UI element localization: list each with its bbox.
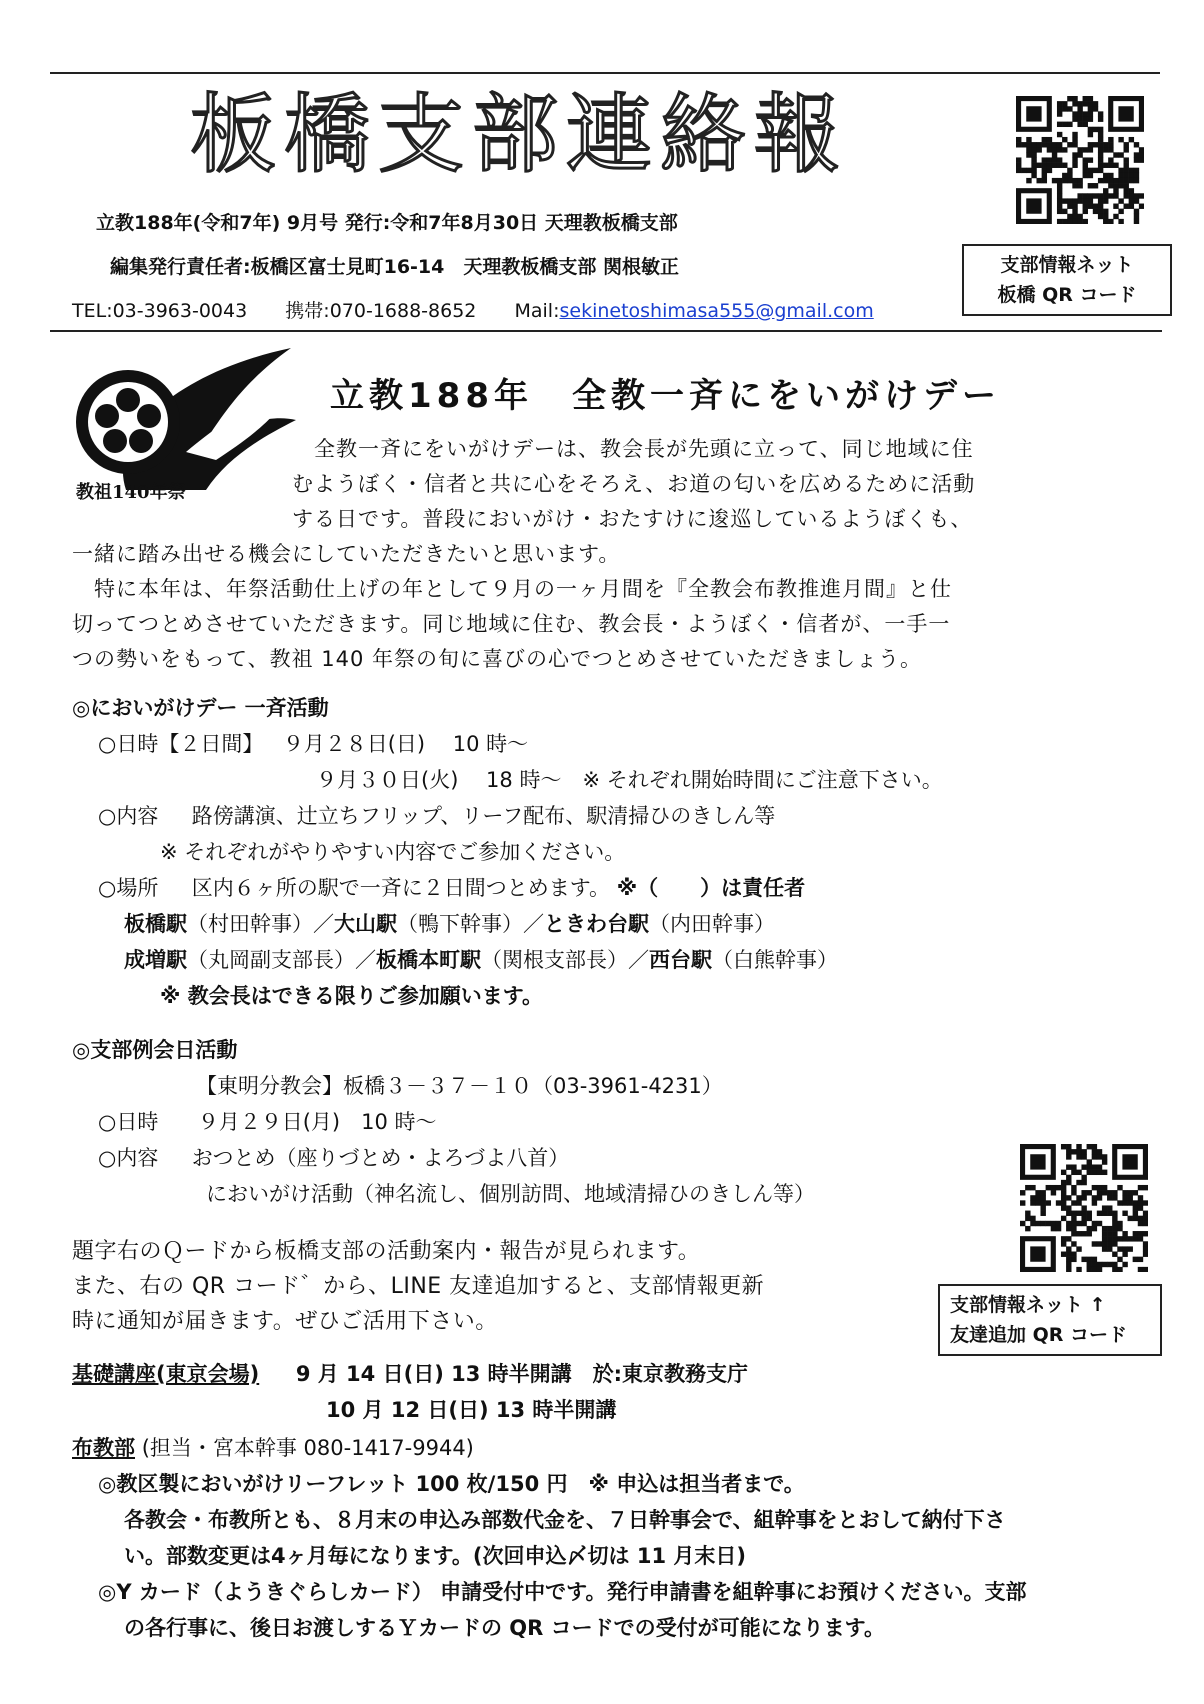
mobile: 携帯:070-1688-8652: [285, 300, 477, 322]
contact-line: [72, 296, 874, 323]
kiso-line-2: 10 月 12 日(日) 13 時半開講: [326, 1398, 617, 1422]
qr-caption-line: 友達追加 QR コード: [950, 1324, 1128, 1346]
station-person: （鴨下幹事）: [397, 912, 523, 936]
line-qr-code-icon[interactable]: [1020, 1144, 1148, 1272]
date-label: ○日時【２日間】: [98, 732, 264, 756]
editor-line: 編集発行責任者:板橋区富士見町16-14 天理教板橋支部 関根敏正: [110, 256, 679, 278]
fukyou-item-1-line-3: い。部数変更は4ヶ月毎になります。(次回申込〆切は 11 月末日): [124, 1544, 746, 1568]
header-rule: [50, 330, 1162, 332]
nioigake-place-row: [98, 872, 805, 902]
station-person: （村田幹事）: [187, 912, 313, 936]
article-heading: 立教188年 全教一斉にをいがけデー: [330, 376, 1001, 416]
date-label: ○日時: [98, 1110, 159, 1134]
station-sep: ／: [628, 948, 649, 972]
article-line: つの勢いをもって、教祖 140 年祭の旬に喜びの心でつとめさせていただきましょう。: [72, 647, 923, 671]
stations-row-2: [124, 944, 838, 974]
content-label: ○内容: [98, 804, 159, 828]
fukyou-item-2: ◎Y カード（ようきぐらしカード） 申請受付中です。発行申請書を組幹事にお預けください。支部: [98, 1580, 1027, 1604]
reikai-content-2: においがけ活動（神名流し、個別訪問、地域清掃ひのきしん等）: [206, 1182, 815, 1206]
kiso-title: 基礎講座(東京会場): [72, 1362, 260, 1386]
reikai-content-1: おつとめ（座りづとめ・よろづよ八首）: [191, 1146, 570, 1170]
station-person: （関根支部長）: [481, 948, 628, 972]
article-body: [72, 537, 952, 677]
reikai-date: ９月２９日(月) 10 時～: [197, 1110, 437, 1134]
tel: TEL:03-3963-0043: [72, 300, 248, 322]
top-rule: [50, 72, 1160, 74]
qr-notice: [72, 1234, 764, 1339]
station-person: （丸岡副支部長）: [187, 948, 355, 972]
place-note: ※（ ）は責任者: [616, 876, 806, 900]
station-name: ときわ台駅: [544, 912, 649, 936]
reikai-date-row: [98, 1106, 437, 1136]
article-line: 特に本年は、年祭活動仕上げの年として９月の一ヶ月間を『全教会布教推進月間』と仕: [72, 577, 952, 601]
qr-caption-header: [962, 244, 1172, 316]
station-name: 成増駅: [124, 948, 187, 972]
content-note: ※ それぞれがやりやすい内容でご参加ください。: [160, 840, 626, 864]
fukyou-item-1-line-2: 各教会・布教所とも、８月末の申込み部数代金を、７日幹事会で、組幹事をとおして納付下さ: [124, 1508, 1006, 1532]
page-title: 板橋支部連絡報: [190, 85, 848, 185]
station-name: 大山駅: [334, 912, 397, 936]
article-line: 切ってつとめさせていただきます。同じ地域に住む、教会長・ようぼく・信者が、一手一: [72, 612, 951, 636]
date-2: ９月３０日(火) 18 時～ ※ それぞれ開始時間にご注意下さい。: [316, 768, 943, 792]
qr-notice-line: 時に通知が届きます。ぜひご活用下さい。: [72, 1309, 498, 1334]
fukyou-item-2-line-2: の各行事に、後日お渡しするＹカードの QR コードでの受付が可能になります。: [124, 1616, 885, 1640]
station-name: 西台駅: [649, 948, 712, 972]
article-line: 一緒に踏み出せる機会にしていただきたいと思います。: [72, 542, 621, 566]
qr-notice-line: また、右の QR コード゛から、LINE 友達追加すると、支部情報更新: [72, 1274, 765, 1299]
mail-link[interactable]: sekinetoshimasa555@gmail.com: [559, 300, 874, 322]
stations-row-1: [124, 908, 775, 938]
station-sep: ／: [355, 948, 376, 972]
logo-label: 教祖140年祭: [76, 482, 186, 503]
station-sep: ／: [523, 912, 544, 936]
content-text: 路傍講演、辻立ちフリップ、リーフ配布、駅清掃ひのきしん等: [191, 804, 776, 828]
qr-caption-line: 支部情報ネット ↑: [950, 1294, 1106, 1316]
article-line: する日です。普段においがけ・おたすけに逡巡しているようぼくも、: [292, 507, 973, 531]
reikai-venue: 【東明分教会】板橋３－３７－１０（03-3961-4231）: [196, 1074, 723, 1098]
nioigake-date-row: [98, 728, 528, 758]
issue-line: 立教188年(令和7年) 9月号 発行:令和7年8月30日 天理教板橋支部: [96, 212, 678, 234]
article-intro: [292, 432, 975, 537]
nioigake-title: ◎においがけデー 一斉活動: [72, 696, 329, 720]
qr-caption-line: 支部情報ネット: [1000, 254, 1134, 276]
station-name: 板橋本町駅: [376, 948, 481, 972]
station-name: 板橋駅: [124, 912, 187, 936]
kiso-line-1: 9 月 14 日(日) 13 時半開講 於:東京教務支庁: [295, 1362, 749, 1386]
station-sep: ／: [313, 912, 334, 936]
reikai-content-row: [98, 1142, 569, 1172]
fukyou-title: 布教部: [72, 1436, 135, 1460]
place-label: ○場所: [98, 876, 159, 900]
qr-code-icon[interactable]: [1016, 96, 1144, 224]
reikai-title: ◎支部例会日活動: [72, 1038, 238, 1062]
station-person: （内田幹事）: [649, 912, 775, 936]
qr-notice-line: 題字右のＱードから板橋支部の活動案内・報告が見られます。: [72, 1239, 701, 1264]
fukyou-contact: (担当・宮本幹事 080-1417-9944): [141, 1436, 474, 1460]
fukyou-row: [72, 1432, 474, 1462]
nioigake-content-row: [98, 800, 775, 830]
kiso-row-1: [72, 1358, 748, 1388]
date-1: ９月２８日(日) 10 時～: [282, 732, 529, 756]
station-person: （白熊幹事）: [712, 948, 838, 972]
qr-caption-line: 板橋 QR コード: [997, 284, 1137, 306]
place-text: 区内６ヶ所の駅で一斉に２日間つとめます。: [191, 876, 611, 900]
article-line: むようぼく・信者と共に心をそろえ、お道の匂いを広めるために活動: [292, 472, 976, 496]
final-note: ※ 教会長はできる限りご参加願います。: [160, 984, 544, 1008]
article-line: 全教一斉にをいがけデーは、教会長が先頭に立って、同じ地域に住: [292, 437, 974, 461]
mail-label: Mail:: [514, 300, 560, 322]
content-label: ○内容: [98, 1146, 159, 1170]
fukyou-item-1: ◎教区製においがけリーフレット 100 枚/150 円 ※ 申込は担当者まで。: [98, 1472, 805, 1496]
qr-caption-line-friend: [938, 1284, 1162, 1356]
